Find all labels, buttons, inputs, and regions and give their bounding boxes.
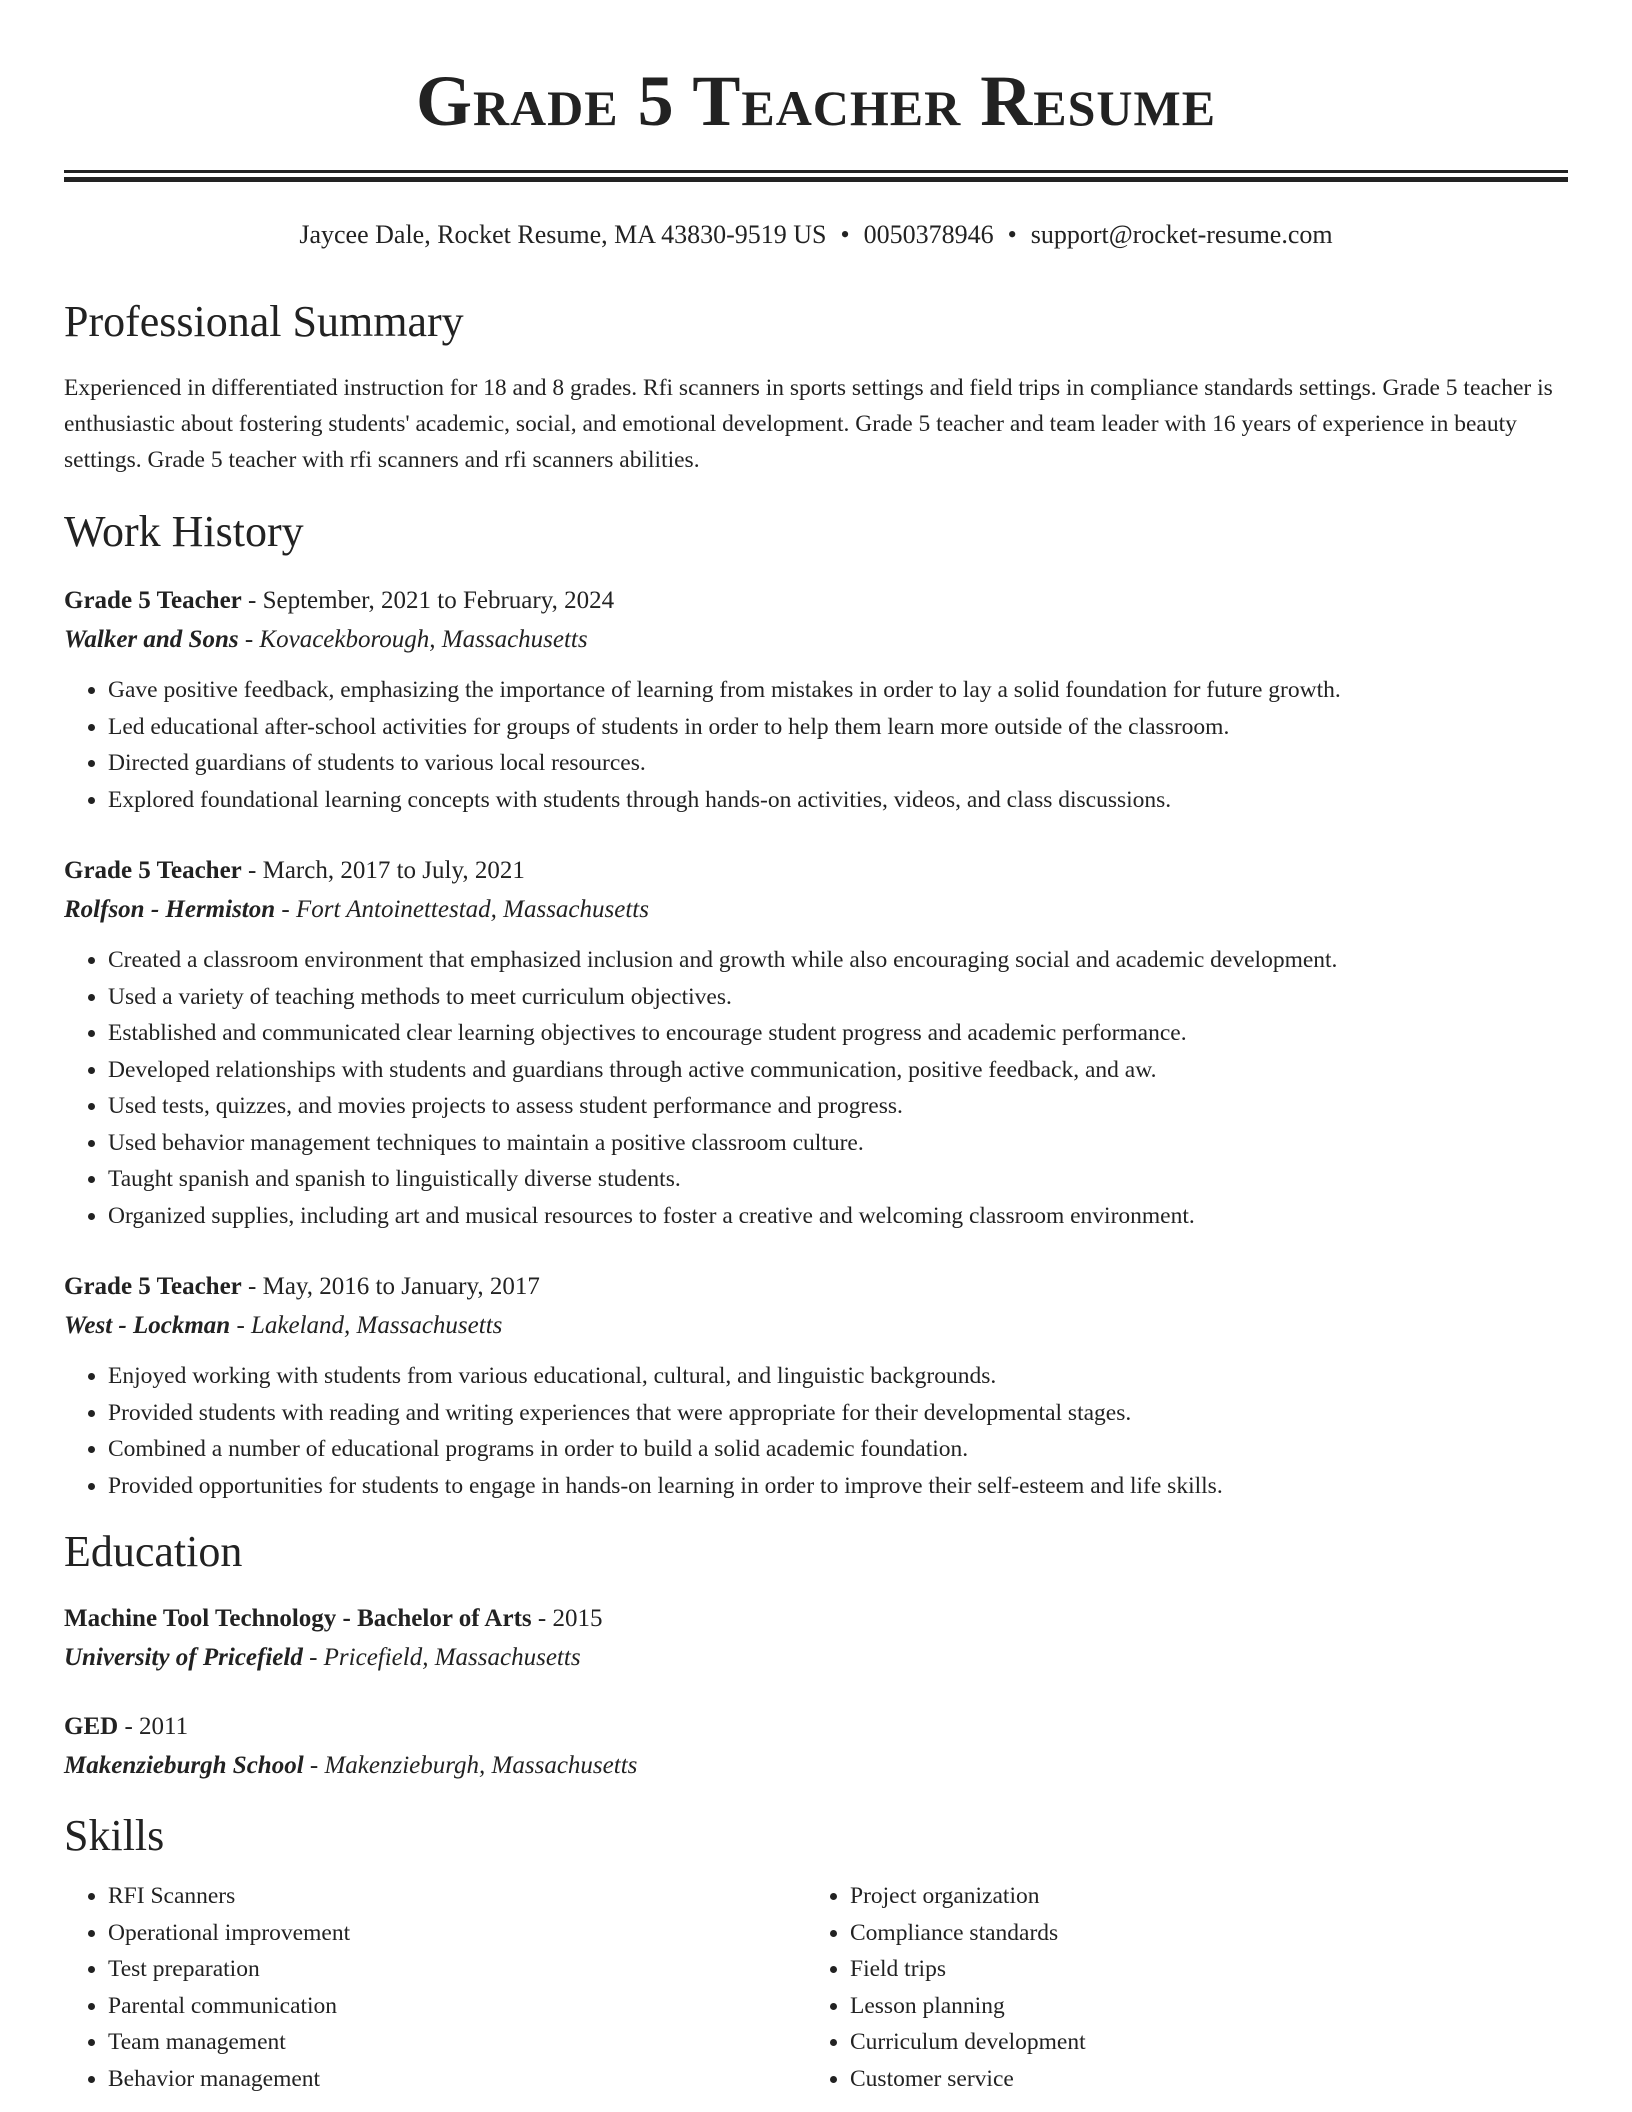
degree-year: - 2015 — [531, 1605, 603, 1632]
skill-item: • RFI Scanners — [108, 1878, 806, 1915]
job-bullet: • Gave positive feedback, emphasizing the importance of learning from mistakes in order to lay a solid foundation for future growth. — [108, 672, 1568, 709]
skill-item: • Test preparation — [108, 1951, 806, 1988]
job-entry — [64, 1268, 1568, 1504]
skills-columns — [64, 1878, 1568, 2097]
job-bullet: • Used behavior management techniques to maintain a positive classroom culture. — [108, 1125, 1568, 1162]
resume-title: Grade 5 Teacher Resume — [415, 61, 1217, 141]
job-bullet: • Provided opportunities for students to engage in hands-on learning in order to improve their self-esteem and life skills. — [108, 1468, 1568, 1505]
job-bullet: • Used a variety of teaching methods to meet curriculum objectives. — [108, 979, 1568, 1016]
job-bullet: • Taught spanish and spanish to linguistically diverse students. — [108, 1161, 1568, 1198]
skill-item: • Curriculum development — [850, 2024, 1548, 2061]
skill-item: • Field trips — [850, 1951, 1548, 1988]
job-bullet: • Combined a number of educational programs in order to build a solid academic foundation. — [108, 1431, 1568, 1468]
degree-name: GED — [64, 1713, 119, 1740]
summary-heading: Professional Summary — [64, 297, 464, 346]
job-company: West - Lockman — [64, 1312, 231, 1339]
job-bullet: • Enjoyed working with students from various educational, cultural, and linguistic backgrounds. — [108, 1358, 1568, 1395]
work-history-heading: Work History — [64, 507, 304, 556]
resume-page — [64, 0, 1568, 2097]
school-line — [64, 1638, 1568, 1678]
job-bullet: • Organized supplies, including art and musical resources to foster a creative and welcoming classroom environment. — [108, 1198, 1568, 1235]
contact-phone: 0050378946 — [863, 220, 994, 249]
job-company-line — [64, 890, 1568, 930]
school-name: University of Pricefield — [64, 1644, 303, 1671]
contact-email: support@rocket-resume.com — [1030, 220, 1333, 249]
job-location: - Lakeland, Massachusetts — [230, 1312, 503, 1339]
job-dates: - September, 2021 to February, 2024 — [241, 587, 615, 614]
school-name: Makenzieburgh School — [64, 1752, 304, 1779]
job-bullet: • Explored foundational learning concepts with students through hands-on activities, videos, and class discussions. — [108, 782, 1568, 819]
job-role: Grade 5 Teacher — [64, 587, 242, 614]
education-entry — [64, 1708, 1568, 1786]
skill-item: • Customer service — [850, 2061, 1548, 2098]
skill-item: • Parental communication — [108, 1988, 806, 2025]
job-company-line — [64, 1306, 1568, 1346]
job-bullets — [64, 672, 1568, 818]
skills-right-column — [806, 1878, 1548, 2097]
job-role: Grade 5 Teacher — [64, 1273, 242, 1300]
job-title-line — [64, 1268, 1568, 1306]
contact-line — [64, 218, 1568, 252]
job-location: - Kovacekborough, Massachusetts — [238, 626, 588, 653]
job-bullet: • Developed relationships with students and guardians through active communication, positive feedback, and aw. — [108, 1052, 1568, 1089]
job-role: Grade 5 Teacher — [64, 857, 242, 884]
skills-heading: Skills — [64, 1811, 165, 1860]
job-company: Walker and Sons — [64, 626, 239, 653]
job-bullet: • Directed guardians of students to various local resources. — [108, 745, 1568, 782]
school-location: - Pricefield, Massachusetts — [302, 1644, 581, 1671]
job-title-line — [64, 582, 1568, 620]
school-line — [64, 1746, 1568, 1786]
contact-separator: • — [840, 220, 850, 249]
degree-line — [64, 1708, 1568, 1746]
education-entry — [64, 1600, 1568, 1678]
skill-item: • Team management — [108, 2024, 806, 2061]
skill-item: • Lesson planning — [850, 1988, 1548, 2025]
job-company-line — [64, 620, 1568, 660]
job-bullet: • Provided students with reading and writing experiences that were appropriate for their developmental stages. — [108, 1395, 1568, 1432]
skill-item: • Behavior management — [108, 2061, 806, 2098]
job-location: - Fort Antoinettestad, Massachusetts — [275, 896, 649, 923]
job-entry — [64, 582, 1568, 818]
job-bullet: • Established and communicated clear learning objectives to encourage student progress and academic performance. — [108, 1015, 1568, 1052]
job-entry — [64, 852, 1568, 1234]
job-dates: - March, 2017 to July, 2021 — [241, 857, 525, 884]
degree-name: Machine Tool Technology - Bachelor of Arts — [64, 1605, 532, 1632]
degree-line — [64, 1600, 1568, 1638]
education-heading: Education — [64, 1527, 243, 1576]
job-company: Rolfson - Hermiston — [64, 896, 276, 923]
skills-left-column — [64, 1878, 806, 2097]
job-dates: - May, 2016 to January, 2017 — [241, 1273, 540, 1300]
title-double-rule — [64, 170, 1568, 182]
contact-separator: • — [1007, 220, 1017, 249]
job-bullet: • Created a classroom environment that emphasized inclusion and growth while also encouraging social and academic development. — [108, 942, 1568, 979]
job-bullet: • Used tests, quizzes, and movies projects to assess student performance and progress. — [108, 1088, 1568, 1125]
job-bullets — [64, 1358, 1568, 1504]
summary-text: Experienced in differentiated instruction for 18 and 8 grades. Rfi scanners in sports settings and field trips in compliance standards settings. Grade 5 teacher is enthusiastic about fostering students' academic, social, and emotional development. Grade 5 teacher and team leader with 16 years of experience in beauty settings. Grade 5 teacher with rfi scanners and rfi scanners abilities. — [64, 375, 1553, 473]
skill-item: • Project organization — [850, 1878, 1548, 1915]
contact-address: Jaycee Dale, Rocket Resume, MA 43830-9519 US — [299, 220, 827, 249]
school-location: - Makenzieburgh, Massachusetts — [303, 1752, 638, 1779]
skill-item: • Operational improvement — [108, 1915, 806, 1952]
job-bullets — [64, 942, 1568, 1234]
skill-item: • Compliance standards — [850, 1915, 1548, 1952]
job-bullet: • Led educational after-school activities for groups of students in order to help them learn more outside of the classroom. — [108, 709, 1568, 746]
degree-year: - 2011 — [118, 1713, 189, 1740]
job-title-line — [64, 852, 1568, 890]
